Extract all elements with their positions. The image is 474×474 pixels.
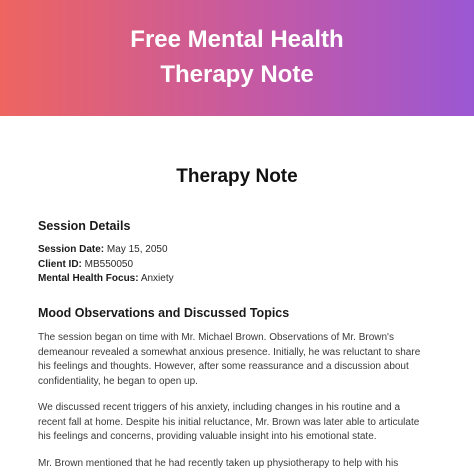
paragraph-1-line-1: The session began on time with Mr. Michael Brown. Observations of Mr. Brown's	[38, 332, 394, 343]
banner-title-line-1: Free Mental Health	[130, 26, 344, 53]
mental-health-focus-row	[38, 272, 174, 285]
banner-title-line-2: Therapy Note	[160, 61, 314, 88]
banner-title	[0, 22, 474, 92]
session-date-label: Session Date:	[38, 244, 105, 255]
header-banner	[0, 0, 474, 116]
client-id-row	[38, 258, 133, 271]
mood-paragraph-3	[38, 457, 438, 472]
paragraph-2-line-2: recent fall at home. Despite his initial reluctance, Mr. Brown was later able to articulate	[38, 416, 420, 428]
document-title: Therapy Note	[176, 166, 298, 187]
paragraph-1-line-3: his feelings and thoughts. However, after some reassurance and a discussion about	[38, 361, 409, 373]
mood-paragraph-1	[38, 331, 438, 389]
paragraph-2-line-3: his feelings and concerns, providing valuable insight into his emotional state.	[38, 431, 377, 443]
session-details-heading: Session Details	[38, 219, 131, 233]
paragraph-2-line-1: We discussed recent triggers of his anxiety, including changes in his routine and a	[38, 402, 401, 413]
mood-paragraph-2	[38, 401, 438, 445]
mental-health-focus-value: Anxiety	[140, 273, 174, 284]
paragraph-3-line-1: Mr. Brown mentioned that he had recently taken up physiotherapy to help with his	[38, 458, 399, 469]
client-id-value: MB550050	[84, 259, 134, 270]
session-date-row	[38, 243, 168, 256]
session-date-value: May 15, 2050	[106, 244, 168, 255]
paragraph-1-line-4: confidentiality, he began to open up.	[38, 375, 198, 387]
mental-health-focus-label: Mental Health Focus:	[38, 273, 139, 284]
client-id-label: Client ID:	[38, 259, 82, 270]
paragraph-1-line-2: demeanour revealed a somewhat anxious presence. Initially, he was reluctant to share	[38, 346, 421, 358]
mood-observations-heading: Mood Observations and Discussed Topics	[38, 306, 290, 320]
